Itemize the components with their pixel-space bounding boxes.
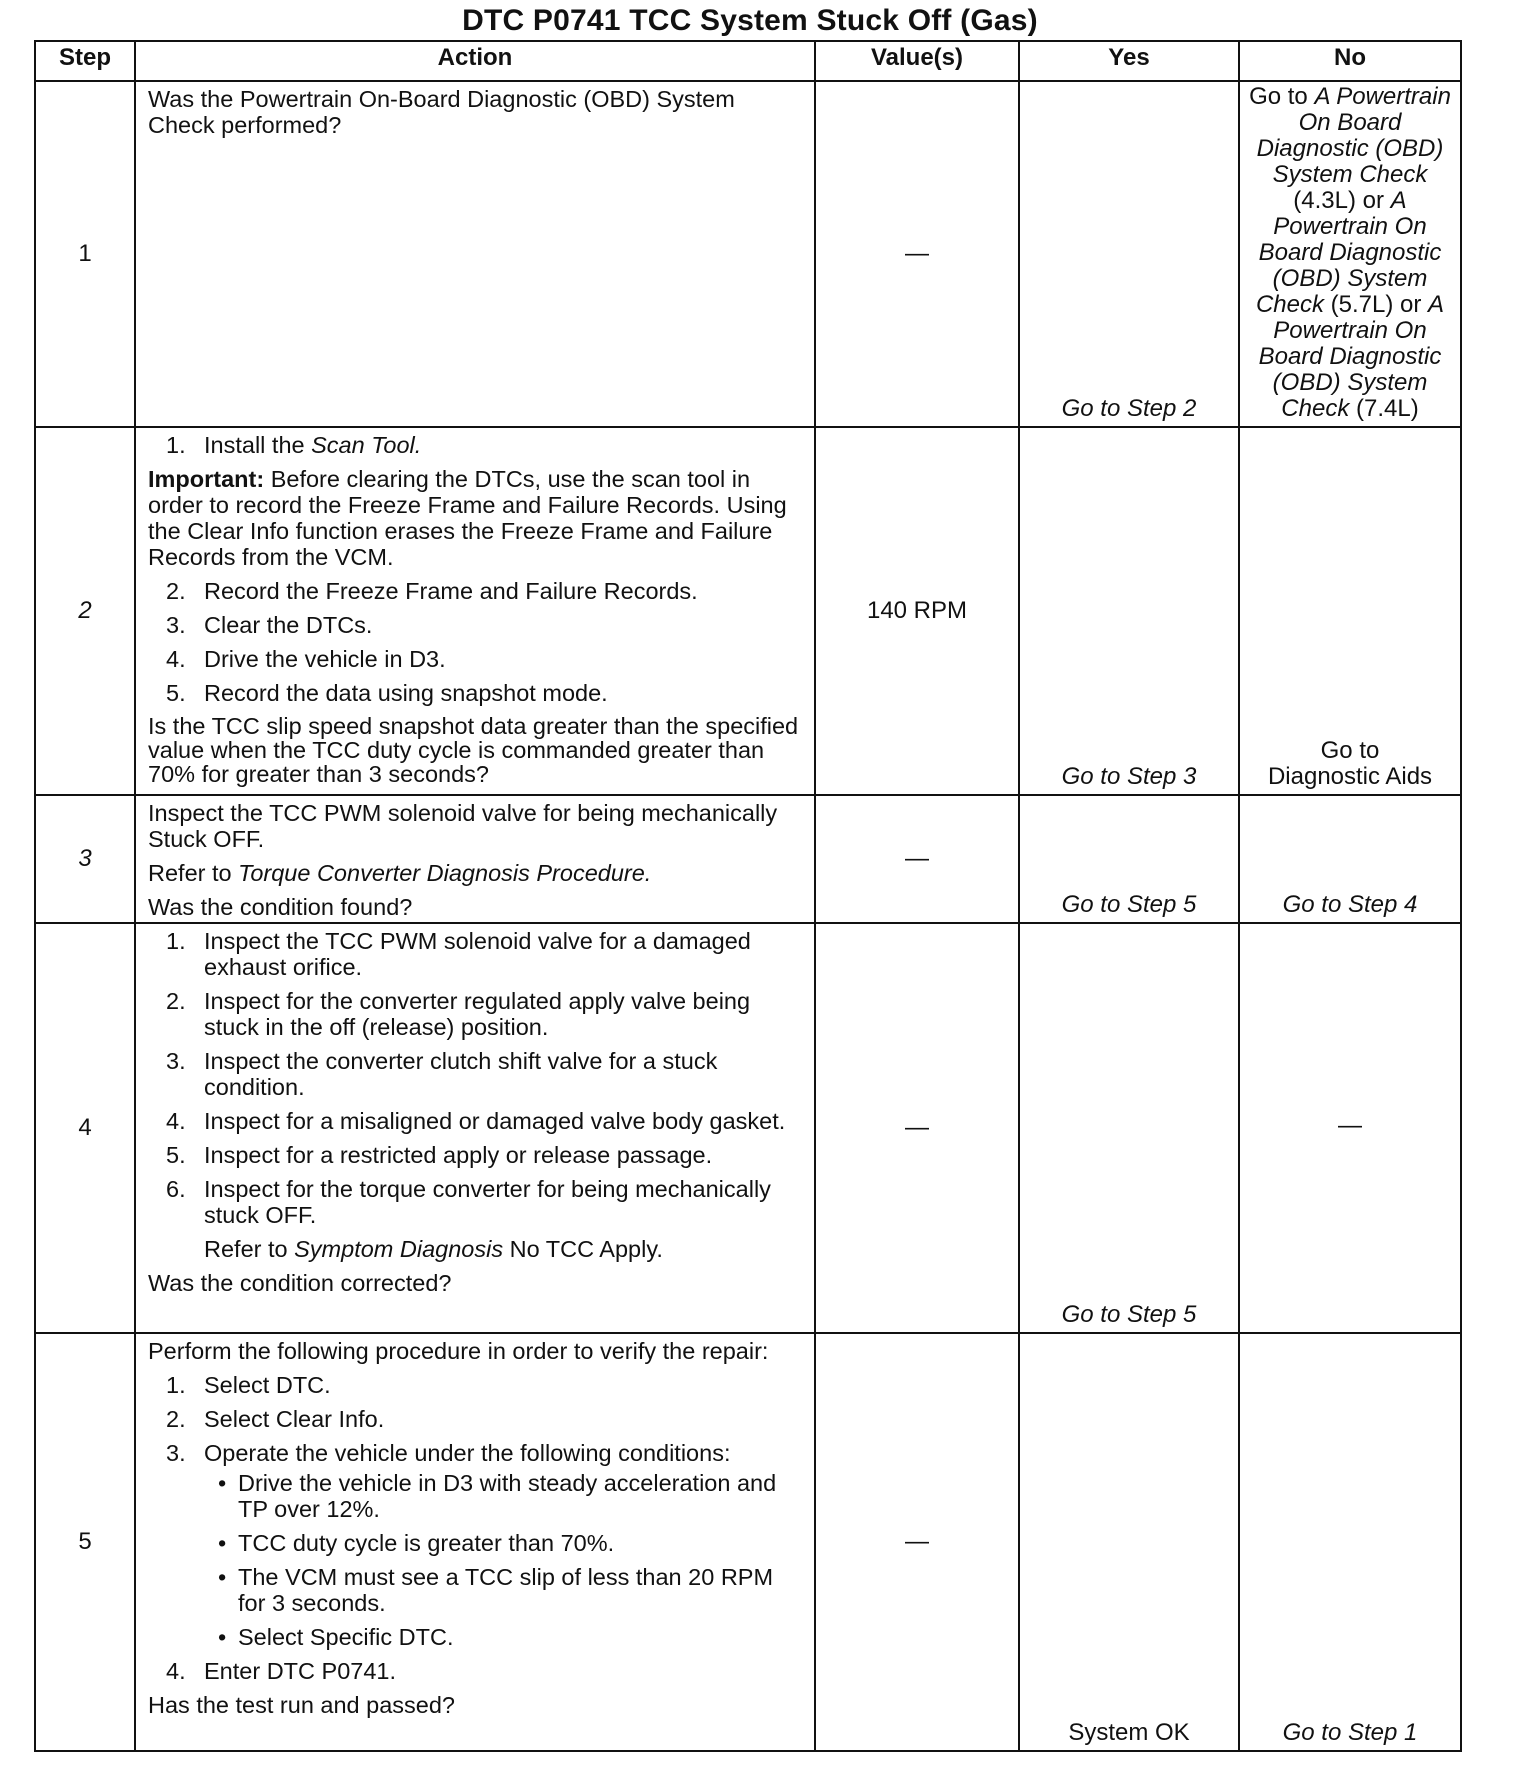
action-cell-5 — [134, 1332, 816, 1752]
action-steps — [148, 578, 804, 706]
engine-variant-1: (4.3L) or — [1293, 187, 1384, 214]
action-cell-4 — [134, 922, 816, 1334]
action-instruction: Inspect the TCC PWM solenoid valve for being mechanically Stuck OFF. — [148, 800, 778, 852]
action-step: 5. Record the data using snapshot mode. — [166, 680, 608, 706]
action-question: Has the test run and passed? — [148, 1692, 456, 1718]
action-step: 2. Record the Freeze Frame and Failure Records. — [166, 578, 698, 604]
refer-note: Refer to Torque Converter Diagnosis Procedure. — [148, 860, 652, 886]
dtc-table — [34, 40, 1462, 1752]
header-action: Action — [134, 40, 816, 82]
value-cell-4: — — [814, 922, 1020, 1334]
condition-item: • TCC duty cycle is greater than 70%. — [204, 1530, 804, 1556]
action-step: 1. Select DTC. — [166, 1372, 331, 1398]
no-link-obd-check[interactable] — [1240, 84, 1460, 422]
step-number-3: 3 — [34, 794, 136, 924]
yes-cell-3: Go to Step 5 — [1018, 794, 1240, 924]
action-cell-2 — [134, 426, 816, 796]
action-question: Was the Powertrain On-Board Diagnostic (OBD) System Check performed? — [148, 86, 735, 138]
header-yes: Yes — [1018, 40, 1240, 82]
no-cell-1 — [1238, 80, 1462, 428]
torque-converter-procedure-link[interactable]: Torque Converter Diagnosis Procedure. — [238, 860, 652, 886]
value-cell-5: — — [814, 1332, 1020, 1752]
engine-variant-3: (7.4L) — [1356, 395, 1419, 422]
header-no: No — [1238, 40, 1462, 82]
condition-item: • Select Specific DTC. — [204, 1624, 804, 1650]
obd-check-link-1[interactable]: A Powertrain On Board Diagnostic (OBD) System Check — [1256, 83, 1451, 188]
yes-cell-5: System OK — [1018, 1332, 1240, 1752]
header-step: Step — [34, 40, 136, 82]
action-step: 4. Inspect for a misaligned or damaged valve body gasket. — [166, 1108, 786, 1134]
step-number-5: 5 — [34, 1332, 136, 1752]
action-step: 5. Inspect for a restricted apply or release passage. — [166, 1142, 713, 1168]
refer-note: Refer to Symptom Diagnosis No TCC Apply. — [204, 1236, 663, 1262]
procedure-intro: Perform the following procedure in order to verify the repair: — [148, 1338, 769, 1364]
symptom-diagnosis-link[interactable]: Symptom Diagnosis — [294, 1236, 504, 1262]
obd-check-link-2[interactable]: A Powertrain On Board Diagnostic (OBD) System Check — [1255, 187, 1442, 318]
action-steps — [148, 928, 804, 1228]
action-step: 2. Inspect for the converter regulated apply valve being stuck in the off (release) position. — [166, 988, 751, 1040]
action-step: 6. Inspect for the torque converter for being mechanically stuck OFF. — [166, 1176, 771, 1228]
action-question: Is the TCC slip speed snapshot data greater than the specified value when the TCC duty cycle is commanded greater than 70% for greater than 3 seconds? — [148, 713, 799, 787]
action-cell-3 — [134, 794, 816, 924]
no-cell-4: — — [1238, 922, 1462, 1334]
action-steps — [148, 1372, 804, 1684]
yes-cell-1: Go to Step 2 — [1018, 80, 1240, 428]
action-question: Was the condition corrected? — [148, 1270, 452, 1296]
step-number-4: 4 — [34, 922, 136, 1334]
engine-variant-2: (5.7L) or — [1330, 291, 1422, 318]
action-step: 1. Install the Scan Tool. — [166, 432, 422, 458]
yes-cell-4: Go to Step 5 — [1018, 922, 1240, 1334]
no-cell-5: Go to Step 1 — [1238, 1332, 1462, 1752]
important-note: Important: Before clearing the DTCs, use the scan tool in order to record the Freeze Frame and Failure Records. Using the Clear Info function erases the Freeze Frame and Failure Records from the VCM. — [148, 466, 787, 570]
action-steps — [148, 432, 804, 458]
condition-item: • The VCM must see a TCC slip of less than 20 RPM for 3 seconds. — [204, 1564, 804, 1616]
no-cell-3: Go to Step 4 — [1238, 794, 1462, 924]
action-step: 4. Drive the vehicle in D3. — [166, 646, 446, 672]
action-step: 3. Operate the vehicle under the following conditions: • Drive the vehicle in D3 with steady acceleration and TP over 12%. • TCC duty cycle is greater than 70%. • The VCM must see a TCC slip of less than 20 RPM for 3 seconds. • Select Specific DTC. — [148, 1440, 804, 1650]
condition-item: • Drive the vehicle in D3 with steady acceleration and TP over 12%. — [204, 1470, 804, 1522]
value-cell-2: 140 RPM — [814, 426, 1020, 796]
action-step: 4. Enter DTC P0741. — [166, 1658, 397, 1684]
diagnostic-aids-link[interactable]: Diagnostic Aids — [1267, 763, 1433, 790]
action-step: 3. Clear the DTCs. — [166, 612, 373, 638]
value-cell-3: — — [814, 794, 1020, 924]
action-step: 2. Select Clear Info. — [166, 1406, 385, 1432]
action-step: 1. Inspect the TCC PWM solenoid valve for a damaged exhaust orifice. — [166, 928, 751, 980]
no-cell-2 — [1238, 426, 1462, 796]
no-lead: Go to — [1249, 83, 1308, 110]
obd-check-link-3[interactable]: A Powertrain On Board Diagnostic (OBD) System Check — [1258, 291, 1445, 422]
yes-cell-2: Go to Step 3 — [1018, 426, 1240, 796]
step-number-2: 2 — [34, 426, 136, 796]
page-title: DTC P0741 TCC System Stuck Off (Gas) — [462, 4, 1038, 37]
condition-list — [204, 1470, 804, 1650]
value-cell-1: — — [814, 80, 1020, 428]
action-question: Was the condition found? — [148, 894, 413, 920]
no-goto-label: Go to — [1320, 737, 1380, 764]
action-step: 3. Inspect the converter clutch shift valve for a stuck condition. — [166, 1048, 718, 1100]
action-cell-1 — [134, 80, 816, 428]
header-values: Value(s) — [814, 40, 1020, 82]
step-number-1: 1 — [34, 80, 136, 428]
